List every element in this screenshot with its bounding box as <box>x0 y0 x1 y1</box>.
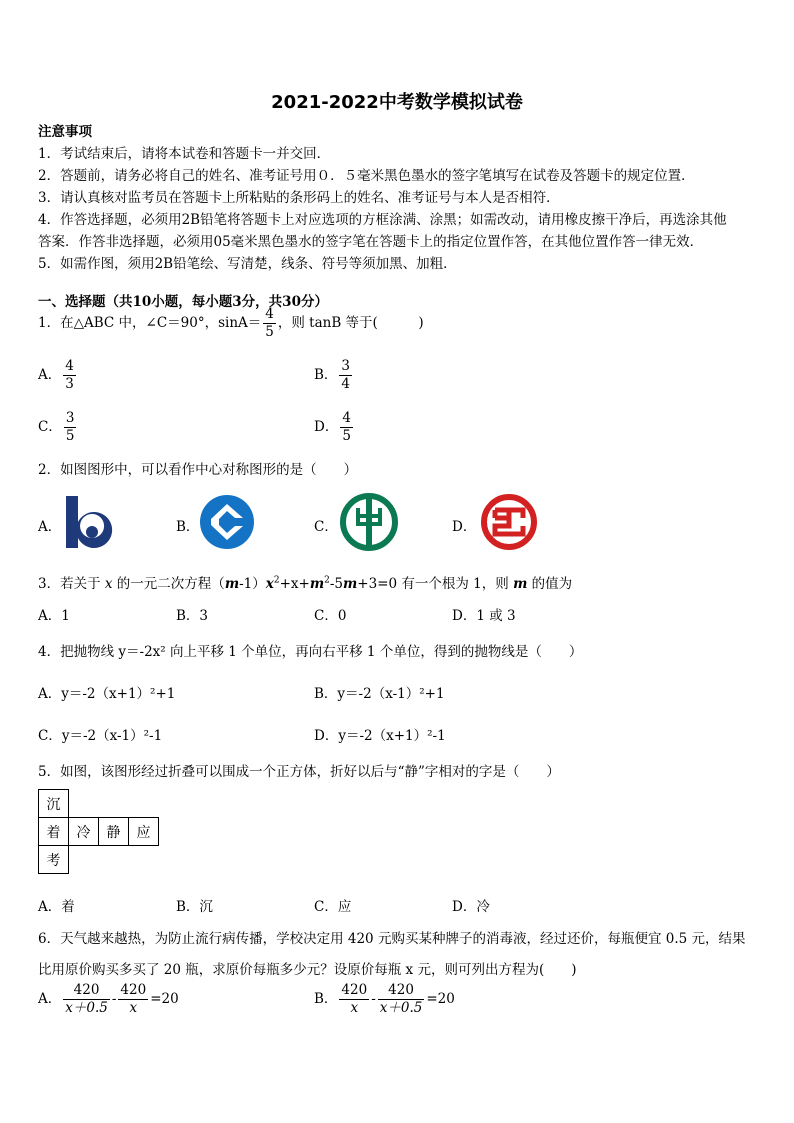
logo-d-glyph <box>495 510 523 534</box>
q1-stem-end: ，则 tanB 等于( ) <box>277 315 424 331</box>
q3-option-b[interactable]: B．3 <box>176 608 209 624</box>
q2-option-a[interactable]: A． <box>38 519 62 535</box>
notice-item: 答案．作答非选择题，必须用05毫米黑色墨水的签字笔在答题卡上的指定位置作答，在其他位置作答一律无效． <box>38 234 704 250</box>
question-2: 2．如图图形中，可以看作中心对称图形的是（ ） <box>38 462 358 478</box>
q2-option-b[interactable]: B． <box>176 519 200 535</box>
notice-item: 4．作答选择题，必须用2B铅笔将答题卡上对应选项的方框涂满、涂黑；如需改动，请用橡皮擦干净后，再选涂其他 <box>38 212 727 228</box>
logo-a-shape <box>66 496 112 548</box>
q5-option-d[interactable]: D．冷 <box>452 899 490 915</box>
q5-option-b[interactable]: B．沉 <box>176 899 213 915</box>
question-6-line-1: 6．天气越来越热，为防止流行病传播，学校决定用 420 元购买某种牌子的消毒液，经过还价，每瓶便宜 0.5 元，结果 <box>38 931 746 947</box>
q3-option-d[interactable]: D．1 或 3 <box>452 608 516 624</box>
net-cell: 沉 <box>39 790 69 818</box>
q5-option-a[interactable]: A．着 <box>38 899 75 915</box>
q3-option-a[interactable]: A．1 <box>38 608 70 624</box>
q6-option-a[interactable]: A． $\frac{420}{x+0.5}$ - $\frac{420}{x}$ =20 <box>38 982 179 1016</box>
question-6-line-2: 比用原价购买多买了 20 瓶，求原价每瓶多少元？设原价每瓶 x 元，则可列出方程为( ) <box>38 962 577 978</box>
notice-item: 3．请认真核对监考员在答题卡上所粘贴的条形码上的姓名、准考证号与本人是否相符． <box>38 190 560 206</box>
notice-item: 2．答题前，请务必将自己的姓名、准考证号用０．５毫米黑色墨水的签字笔填写在试卷及答题卡的规定位置． <box>38 168 695 184</box>
q1-fraction: $\frac{4}{5}$ <box>265 306 274 340</box>
agricultural-bank-logo <box>338 490 400 554</box>
net-cell: 着 <box>39 818 69 846</box>
q5-option-c[interactable]: C．应 <box>314 899 352 915</box>
logo-b-ring <box>200 495 254 549</box>
q2-option-c[interactable]: C． <box>314 519 338 535</box>
net-cell: 静 <box>99 818 129 846</box>
question-1 <box>38 306 424 341</box>
notice-item: 5．如需作图，须用2B铅笔绘、写清楚，线条、符号等须加黑、加粗． <box>38 256 457 272</box>
question-4: 4．把抛物线 y＝-2x² 向上平移 1 个单位，再向右平移 1 个单位，得到的抛物线是（ ） <box>38 644 583 660</box>
question-3: 3．若关于 x 的一元二次方程$(m-1)x^2+x+m^2-5m+3=0$ 有一个根为 1，则 m 的值为 <box>38 575 573 592</box>
cube-net <box>38 789 159 874</box>
q3-option-c[interactable]: C．0 <box>314 608 347 624</box>
q4-option-b[interactable]: B．y＝-2（x-1）²+1 <box>314 686 445 702</box>
q1-option-a[interactable]: A． $\frac{4}{3}$ <box>38 358 74 392</box>
q6-option-b[interactable]: B． $\frac{420}{x}$ - $\frac{420}{x+0.5}$ =20 <box>314 982 455 1016</box>
q2-option-d[interactable]: D． <box>452 519 477 535</box>
q4-option-a[interactable]: A．y＝-2（x+1）²+1 <box>38 686 176 702</box>
q1-stem: 1．在△ABC 中，∠C＝90°，sinA＝ <box>38 315 262 331</box>
icbc-logo <box>478 492 540 552</box>
question-5: 5．如图，该图形经过折叠可以围成一个正方体，折好以后与“静”字相对的字是（ ） <box>38 764 560 780</box>
section-heading: 一、选择题（共10小题，每小题3分，共30分） <box>38 294 328 310</box>
net-cell: 冷 <box>69 818 99 846</box>
notice-heading: 注意事项 <box>38 124 92 140</box>
china-construction-bank-logo <box>199 492 255 552</box>
net-cell: 考 <box>39 846 69 874</box>
q4-option-d[interactable]: D．y＝-2（x+1）²-1 <box>314 728 446 744</box>
notice-item: 1．考试结束后，请将本试卷和答题卡一并交回． <box>38 146 331 162</box>
q4-option-c[interactable]: C．y＝-2（x-1）²-1 <box>38 728 163 744</box>
q1-option-c[interactable]: C． $\frac{3}{5}$ <box>38 410 75 444</box>
q1-option-d[interactable]: D． $\frac{4}{5}$ <box>314 410 351 444</box>
page-title: 2021-2022中考数学模拟试卷 <box>271 92 523 113</box>
logo-a-dot <box>86 526 98 538</box>
bank-of-communications-logo <box>62 492 120 552</box>
q1-option-b[interactable]: B． $\frac{3}{4}$ <box>314 358 351 392</box>
net-cell: 应 <box>129 818 159 846</box>
